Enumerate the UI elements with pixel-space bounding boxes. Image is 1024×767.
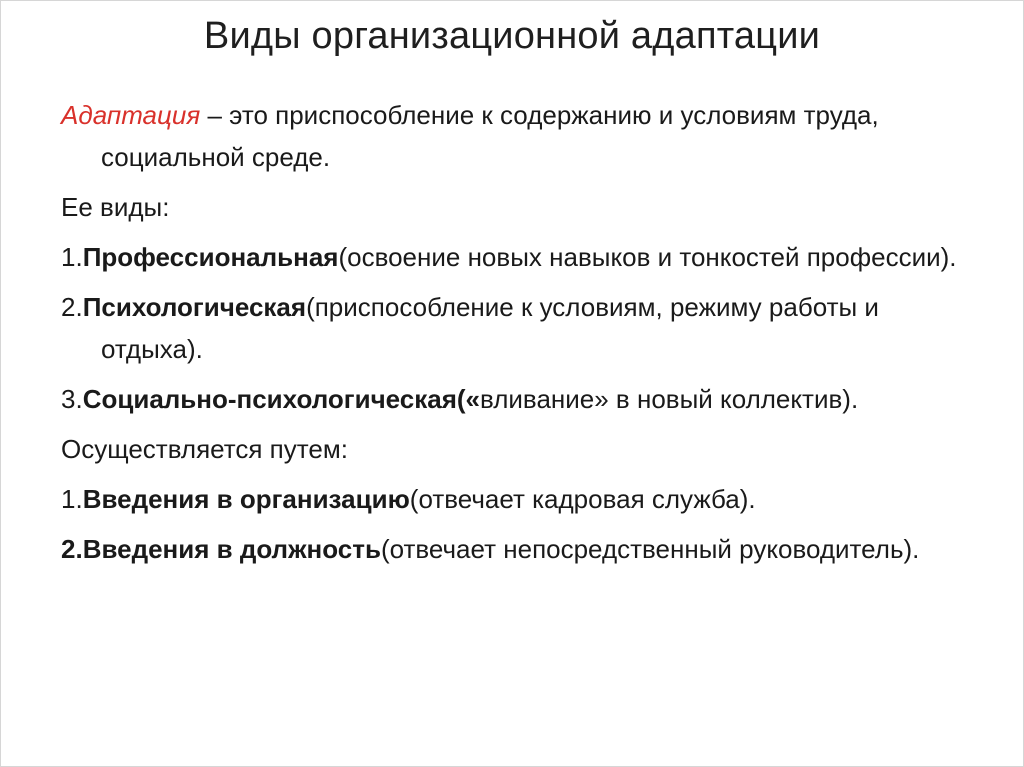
type-item — [61, 286, 981, 370]
slide-title: Виды организационной адаптации — [203, 15, 821, 57]
method-name: Введения в организацию — [82, 484, 410, 514]
type-number: 1. — [61, 242, 83, 272]
type-name: Профессиональная — [82, 242, 339, 272]
type-number: 3. — [61, 384, 83, 414]
type-name: Психологическая — [82, 292, 307, 322]
types-heading: Ее виды: — [61, 192, 170, 222]
method-number: 2. — [61, 534, 83, 564]
type-item — [61, 236, 981, 278]
type-item — [61, 378, 981, 420]
method-name: Введения в должность — [82, 534, 381, 564]
method-description: (отвечает непосредственный руководитель). — [380, 534, 920, 564]
type-description: (приспособление к условиям, режиму работы и отдыха). — [101, 292, 879, 364]
definition-text: – это приспособление к содержанию и условиям труда, социальной среде. — [101, 100, 879, 172]
type-name: Социально-психологическая(« — [82, 384, 481, 414]
type-description: вливание» в новый коллектив). — [480, 384, 859, 414]
type-number: 2. — [61, 292, 83, 322]
method-item — [61, 528, 981, 570]
definition-paragraph — [61, 94, 981, 178]
methods-heading: Осуществляется путем: — [61, 434, 348, 464]
method-item — [61, 478, 981, 520]
type-description: (освоение новых навыков и тонкостей профессии). — [338, 242, 957, 272]
method-number: 1. — [61, 484, 83, 514]
method-description: (отвечает кадровая служба). — [409, 484, 756, 514]
definition-term: Адаптация — [61, 100, 201, 130]
slide-body — [61, 94, 981, 578]
